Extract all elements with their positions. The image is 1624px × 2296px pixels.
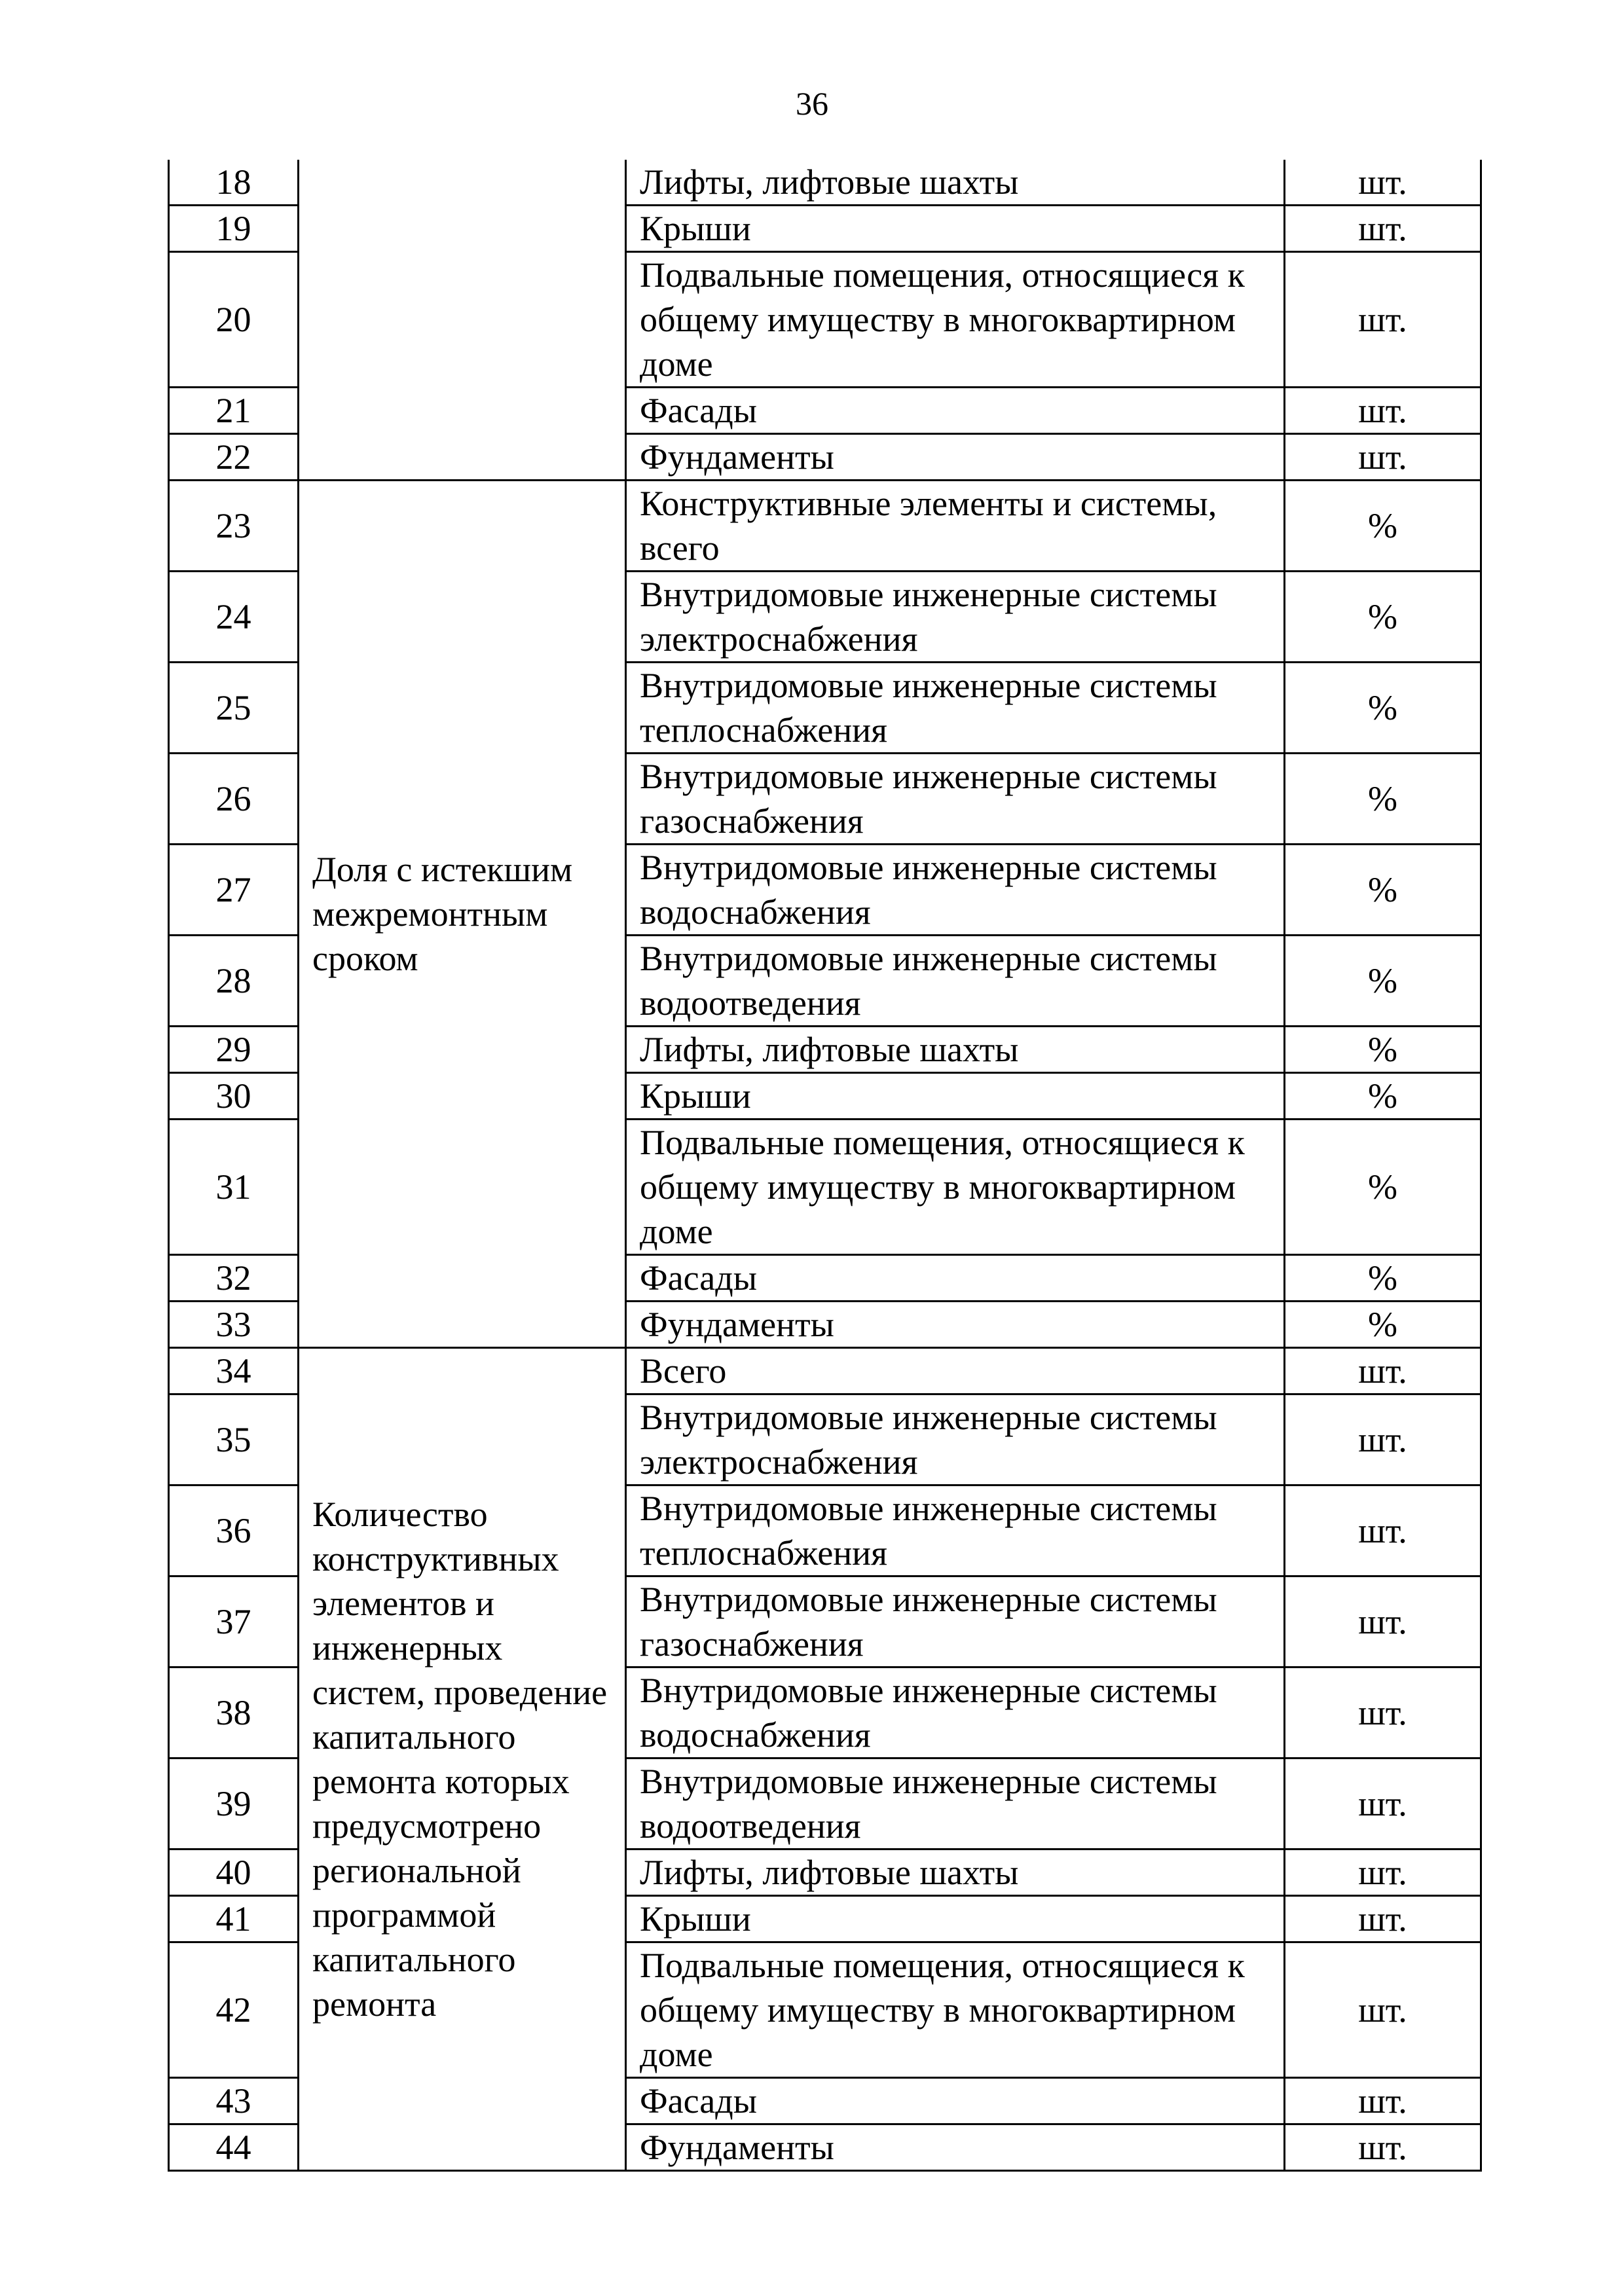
row-number: 38 — [169, 1667, 299, 1758]
row-number: 32 — [169, 1255, 299, 1302]
unit-cell: шт. — [1285, 1348, 1481, 1394]
indicator-cell: Внутридомовые инженерные системы водоотведения — [626, 1758, 1285, 1850]
page-number: 36 — [796, 85, 828, 122]
row-number: 43 — [169, 2078, 299, 2124]
row-number: 19 — [169, 206, 299, 252]
row-number: 27 — [169, 845, 299, 936]
indicator-cell: Подвальные помещения, относящиеся к общему имуществу в многоквартирном доме — [626, 252, 1285, 388]
unit-cell: шт. — [1285, 1667, 1481, 1758]
row-number: 42 — [169, 1942, 299, 2078]
unit-cell: шт. — [1285, 160, 1481, 206]
indicator-cell: Лифты, лифтовые шахты — [626, 1850, 1285, 1896]
row-number: 39 — [169, 1758, 299, 1850]
row-number: 29 — [169, 1027, 299, 1073]
indicator-cell: Внутридомовые инженерные системы газоснабжения — [626, 754, 1285, 845]
row-number: 25 — [169, 663, 299, 754]
unit-cell: шт. — [1285, 206, 1481, 252]
unit-cell: % — [1285, 481, 1481, 572]
unit-cell: % — [1285, 845, 1481, 936]
unit-cell: % — [1285, 1073, 1481, 1120]
unit-cell: шт. — [1285, 1576, 1481, 1667]
unit-cell: % — [1285, 663, 1481, 754]
unit-cell: шт. — [1285, 2078, 1481, 2124]
row-number: 41 — [169, 1896, 299, 1942]
indicator-cell: Внутридомовые инженерные системы водоснабжения — [626, 845, 1285, 936]
indicator-cell: Внутридомовые инженерные системы теплоснабжения — [626, 663, 1285, 754]
unit-cell: шт. — [1285, 1394, 1481, 1485]
table-row — [169, 481, 1481, 572]
table-row — [169, 1348, 1481, 1394]
row-number: 21 — [169, 388, 299, 434]
row-number: 34 — [169, 1348, 299, 1394]
indicator-cell: Фундаменты — [626, 434, 1285, 481]
unit-cell: шт. — [1285, 1485, 1481, 1576]
indicator-cell: Крыши — [626, 1896, 1285, 1942]
indicator-cell: Фасады — [626, 388, 1285, 434]
indicator-cell: Крыши — [626, 206, 1285, 252]
row-number: 22 — [169, 434, 299, 481]
unit-cell: шт. — [1285, 1850, 1481, 1896]
unit-cell: % — [1285, 754, 1481, 845]
unit-cell: % — [1285, 1255, 1481, 1302]
unit-cell: % — [1285, 1027, 1481, 1073]
row-number: 35 — [169, 1394, 299, 1485]
unit-cell: шт. — [1285, 1942, 1481, 2078]
row-number: 31 — [169, 1120, 299, 1255]
indicator-cell: Фасады — [626, 1255, 1285, 1302]
unit-cell: шт. — [1285, 1758, 1481, 1850]
indicator-cell: Лифты, лифтовые шахты — [626, 160, 1285, 206]
indicator-cell: Внутридомовые инженерные системы электроснабжения — [626, 572, 1285, 663]
category-cell: Доля с истекшим межремонтным сроком — [299, 481, 626, 1348]
indicators-table — [168, 160, 1482, 2172]
indicator-cell: Подвальные помещения, относящиеся к общему имуществу в многоквартирном доме — [626, 1120, 1285, 1255]
indicator-cell: Крыши — [626, 1073, 1285, 1120]
indicator-cell: Внутридомовые инженерные системы водоотведения — [626, 936, 1285, 1027]
indicator-cell: Конструктивные элементы и системы, всего — [626, 481, 1285, 572]
indicator-cell: Фасады — [626, 2078, 1285, 2124]
unit-cell: шт. — [1285, 388, 1481, 434]
unit-cell: шт. — [1285, 434, 1481, 481]
indicator-cell: Лифты, лифтовые шахты — [626, 1027, 1285, 1073]
unit-cell: % — [1285, 572, 1481, 663]
row-number: 24 — [169, 572, 299, 663]
indicator-cell: Внутридомовые инженерные системы электроснабжения — [626, 1394, 1285, 1485]
unit-cell: шт. — [1285, 1896, 1481, 1942]
table-row — [169, 160, 1481, 206]
row-number: 30 — [169, 1073, 299, 1120]
unit-cell: % — [1285, 936, 1481, 1027]
row-number: 23 — [169, 481, 299, 572]
row-number: 44 — [169, 2124, 299, 2171]
row-number: 33 — [169, 1302, 299, 1348]
indicator-cell: Фундаменты — [626, 2124, 1285, 2171]
row-number: 18 — [169, 160, 299, 206]
indicator-cell: Всего — [626, 1348, 1285, 1394]
row-number: 37 — [169, 1576, 299, 1667]
unit-cell: % — [1285, 1302, 1481, 1348]
row-number: 40 — [169, 1850, 299, 1896]
indicator-cell: Внутридомовые инженерные системы теплоснабжения — [626, 1485, 1285, 1576]
category-cell: Количество конструктивных элементов и инженерных систем, проведение капитального ремонта которых предусмотрено региональной программой капитального ремонта — [299, 1348, 626, 2171]
unit-cell: шт. — [1285, 2124, 1481, 2171]
unit-cell: шт. — [1285, 252, 1481, 388]
indicator-cell: Внутридомовые инженерные системы газоснабжения — [626, 1576, 1285, 1667]
category-cell — [299, 160, 626, 481]
row-number: 26 — [169, 754, 299, 845]
indicator-cell: Фундаменты — [626, 1302, 1285, 1348]
row-number: 28 — [169, 936, 299, 1027]
row-number: 36 — [169, 1485, 299, 1576]
indicator-cell: Внутридомовые инженерные системы водоснабжения — [626, 1667, 1285, 1758]
unit-cell: % — [1285, 1120, 1481, 1255]
row-number: 20 — [169, 252, 299, 388]
indicator-cell: Подвальные помещения, относящиеся к общему имуществу в многоквартирном доме — [626, 1942, 1285, 2078]
